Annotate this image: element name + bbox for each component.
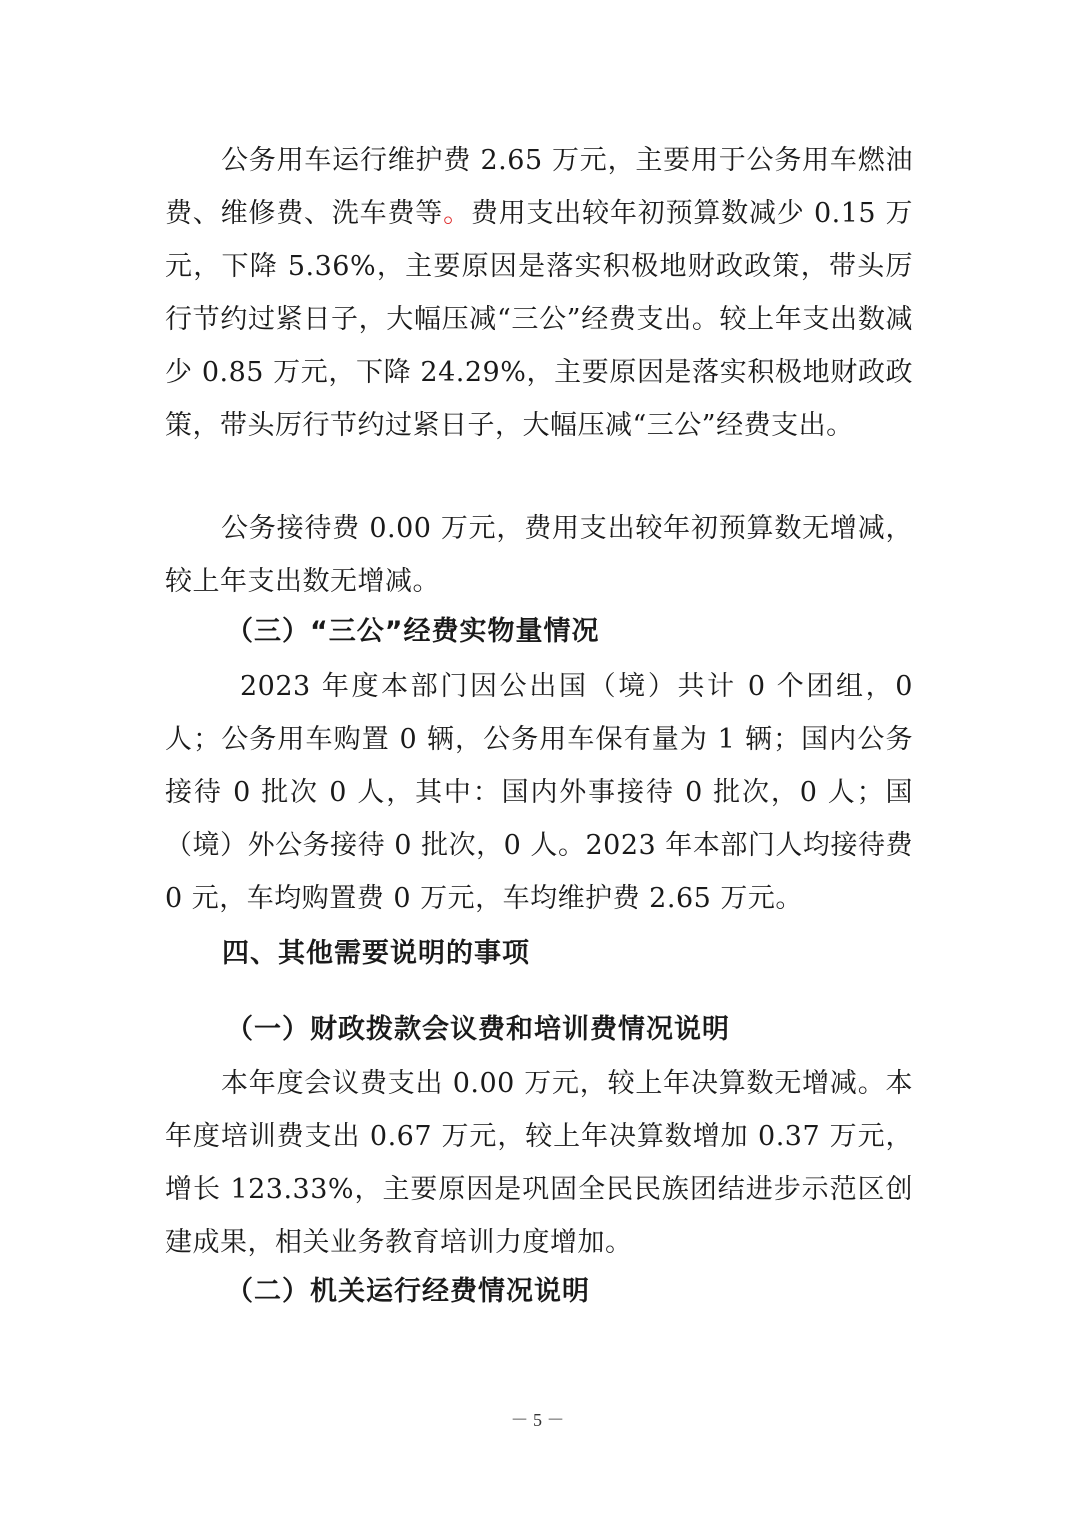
- heading-office-operation: （二）机关运行经费情况说明: [226, 1276, 590, 1307]
- paragraph-vehicle-maintenance: [165, 134, 913, 452]
- page-number: － 5 －: [510, 1410, 565, 1430]
- red-punctuation-mark: 。: [443, 198, 471, 229]
- heading-meeting-training: （一）财政拨款会议费和培训费情况说明: [226, 1014, 730, 1045]
- paragraph-reception: 公务接待费 0.00 万元，费用支出较年初预算数无增减，较上年支出数无增减。: [165, 513, 913, 597]
- heading-section-four: 四、其他需要说明的事项: [222, 938, 530, 969]
- vehicle-maintenance-text-a: 公务用车运行维护费 2.65 万元，主要用于公务用车燃油费、维修费、洗车费等: [165, 145, 913, 229]
- heading-three-public-physical: （三）“三公”经费实物量情况: [226, 616, 600, 647]
- paragraph-physical-quantity: 2023 年度本部门因公出国（境）共计 0 个团组，0 人；公务用车购置 0 辆，公务用车保有量为 1 辆；国内公务接待 0 批次 0 人，其中：国内外事接待 0 批次，0 人；国（境）外公务接待 0 批次，0 人。2023 年本部门人均接待费 0 元，车均购置费 0 万元，车均维护费 2.65 万元。: [165, 671, 913, 914]
- vehicle-maintenance-text-b: 费用支出较年初预算数减少 0.15 万元，下降 5.36%，主要原因是落实积极地财政政策，带头厉行节约过紧日子，大幅压减“三公”经费支出。较上年支出数减少 0.85 万元，下降 24.29%，主要原因是落实积极地财政政策，带头厉行节约过紧日子，大幅压减“三公”经费支出。: [165, 198, 914, 441]
- paragraph-meeting-training: 本年度会议费支出 0.00 万元，较上年决算数无增减。本年度培训费支出 0.67 万元，较上年决算数增加 0.37 万元，增长 123.33%，主要原因是巩固全民民族团结进步示范区创建成果，相关业务教育培训力度增加。: [165, 1068, 913, 1258]
